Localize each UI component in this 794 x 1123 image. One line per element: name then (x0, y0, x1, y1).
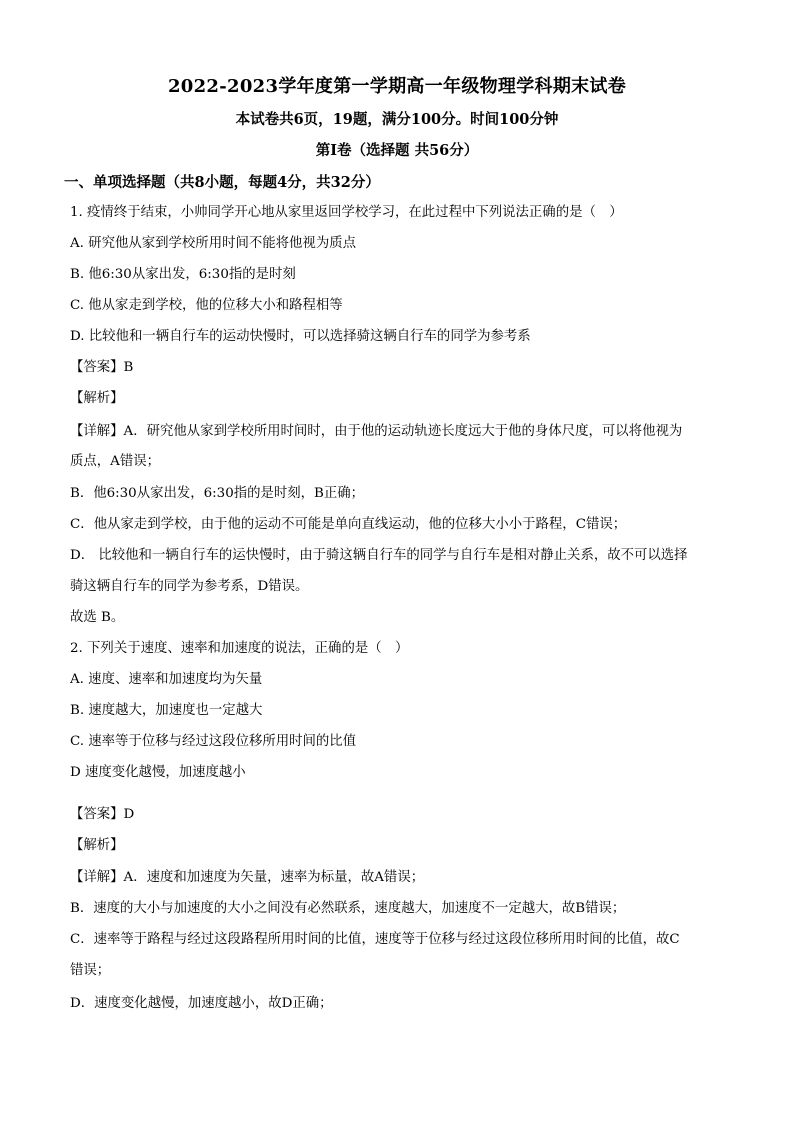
exam-title: 2022-2023学年度第一学期高一年级物理学科期末试卷 (167, 76, 627, 97)
question-2-option-d: D 速度变化越慢，加速度越小 (70, 765, 246, 780)
question-2-detail-d: D．速度变化越慢，加速度越小，故D正确； (70, 996, 333, 1011)
question-1-stem: 1. 疫情终于结束，小帅同学开心地从家里返回学校学习，在此过程中下列说法正确的是（ ） (70, 205, 623, 220)
question-2-option-c: C. 速率等于位移与经过这段位移所用时间的比值 (70, 734, 357, 749)
question-1-option-c: C. 他从家走到学校，他的位移大小和路程相等 (70, 298, 343, 313)
section-heading: 一、单项选择题（共8小题，每题4分，共32分） (64, 174, 380, 191)
question-1-option-d: D. 比较他和一辆自行车的运动快慢时，可以选择骑这辆自行车的同学为参考系 (70, 329, 531, 344)
question-1-detail-a-cont: 质点，A错误； (70, 454, 161, 469)
question-2-detail-b: B．速度的大小与加速度的大小之间没有必然联系，速度越大，加速度不一定越大，故B错误； (70, 901, 626, 916)
question-2-answer: 【答案】D (70, 807, 135, 822)
question-1-option-a: A. 研究他从家到学校所用时间不能将他视为质点 (70, 236, 356, 251)
question-1-detail-b: B．他6:30从家出发，6:30指的是时刻，B正确； (70, 486, 365, 501)
exam-subtitle: 本试卷共6页，19题，满分100分。时间100分钟 (235, 111, 559, 128)
question-1-detail-d-cont: 骑这辆自行车的同学为参考系，D错误。 (70, 579, 309, 594)
question-1-answer: 【答案】B (70, 360, 134, 375)
question-2-detail-c: C．速率等于路程与经过这段路程所用时间的比值，速度等于位移与经过这段位移所用时间的比值，故C (70, 932, 680, 947)
question-2-stem: 2. 下列关于速度、速率和加速度的说法，正确的是（ ） (70, 641, 409, 656)
question-1-analysis-label: 【解析】 (70, 391, 124, 406)
question-2-detail-a: 【详解】A．速度和加速度为矢量，速率为标量，故A错误； (70, 870, 425, 885)
question-1-detail-d: D． 比较他和一辆自行车的运快慢时，由于骑这辆自行车的同学与自行车是相对静止关系，故不可以选择 (70, 548, 688, 563)
question-1-detail-c: C．他从家走到学校，由于他的运动不可能是单向直线运动，他的位移大小小于路程，C错误； (70, 517, 627, 532)
question-1-option-b: B. 他6:30从家出发，6:30指的是时刻 (70, 267, 296, 282)
question-2-analysis-label: 【解析】 (70, 838, 124, 853)
question-2-option-a: A. 速度、速率和加速度均为矢量 (70, 672, 263, 687)
question-2-option-b: B. 速度越大，加速度也一定越大 (70, 703, 263, 718)
question-1-conclusion: 故选 B。 (70, 610, 125, 625)
question-1-detail-a: 【详解】A．研究他从家到学校所用时间时，由于他的运动轨迹长度远大于他的身体尺度，可以将他视为 (70, 424, 683, 439)
question-2-detail-c-cont: 错误； (70, 963, 111, 978)
volume-heading: 第I卷（选择题 共56分） (315, 142, 479, 159)
